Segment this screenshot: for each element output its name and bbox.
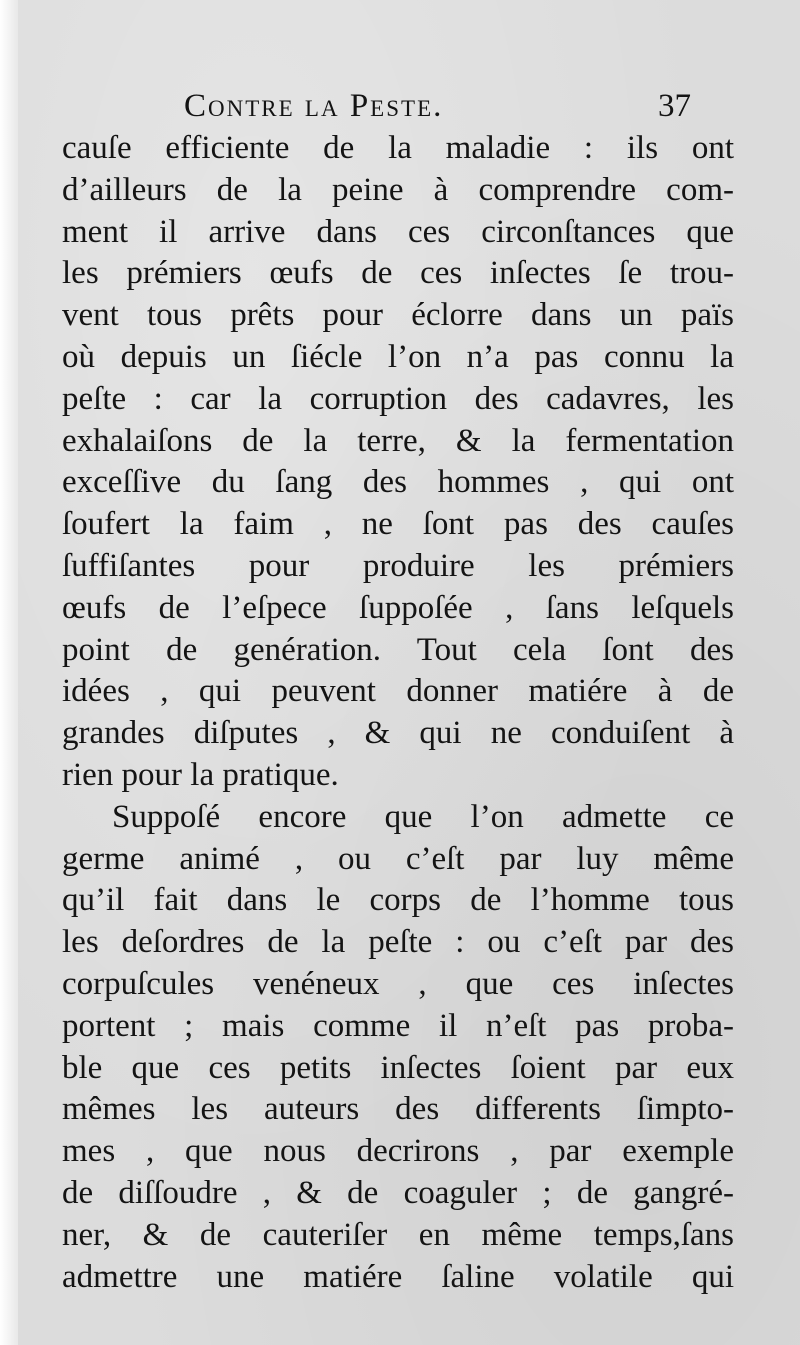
- text-line: les prémiers œufs de ces inſectes ſe trou-: [62, 255, 734, 292]
- text-line: peſte : car la corruption des cadavres, les: [62, 380, 734, 417]
- text-line: œufs de l’eſpece ſuppoſée , ſans leſquels: [62, 589, 734, 626]
- text-line: d’ailleurs de la peine à comprendre com-: [62, 171, 734, 208]
- text-line: exhalaiſons de la terre, & la fermentation: [62, 422, 734, 459]
- text-line: où depuis un ſiécle l’on n’a pas connu la: [62, 338, 734, 375]
- text-line: les deſordres de la peſte : ou c’eſt par des: [62, 924, 734, 961]
- text-line: vent tous prêts pour éclorre dans un païs: [62, 297, 734, 334]
- text-line: grandes diſputes , & qui ne conduiſent à: [62, 715, 734, 752]
- page-header: [18, 86, 800, 130]
- text-line: admettre une matiére ſaline volatile qui: [62, 1258, 734, 1295]
- text-line: mêmes les auteurs des differents ſimpto-: [62, 1091, 734, 1128]
- paragraph-start-line: Suppoſé encore que l’on admette ce: [112, 798, 734, 835]
- book-page: [18, 0, 800, 1345]
- text-line: cauſe efficiente de la maladie : ils ont: [62, 130, 734, 166]
- text-line: de diſſoudre , & de coaguler ; de gangré-: [62, 1174, 734, 1211]
- text-line: point de genération. Tout cela ſont des: [62, 631, 734, 668]
- text-line: germe animé , ou c’eſt par luy même: [62, 840, 734, 877]
- text-line: corpuſcules venéneux , que ces inſectes: [62, 965, 734, 1002]
- running-head: Contre la Peste.: [184, 88, 444, 124]
- text-line: ble que ces petits inſectes ſoient par eux: [62, 1049, 734, 1086]
- text-line: idées , qui peuvent donner matiére à de: [62, 673, 734, 710]
- text-line: ner, & de cauteriſer en même temps,ſans: [62, 1216, 734, 1253]
- text-line: ſoufert la faim , ne ſont pas des cauſes: [62, 506, 734, 543]
- page-edge: [0, 0, 18, 1345]
- text-line: exceſſive du ſang des hommes , qui ont: [62, 464, 734, 501]
- body-text: [62, 128, 734, 1298]
- text-line: ment il arrive dans ces circonſtances que: [62, 213, 734, 250]
- paragraph-end-line: rien pour la pratique.: [62, 756, 339, 793]
- text-line: qu’il fait dans le corps de l’homme tous: [62, 882, 734, 919]
- text-line: portent ; mais comme il n’eſt pas proba-: [62, 1007, 734, 1044]
- page-number: 37: [658, 88, 691, 124]
- text-line: mes , que nous decrirons , par exemple: [62, 1133, 734, 1170]
- text-line: ſuffiſantes pour produire les prémiers: [62, 547, 734, 584]
